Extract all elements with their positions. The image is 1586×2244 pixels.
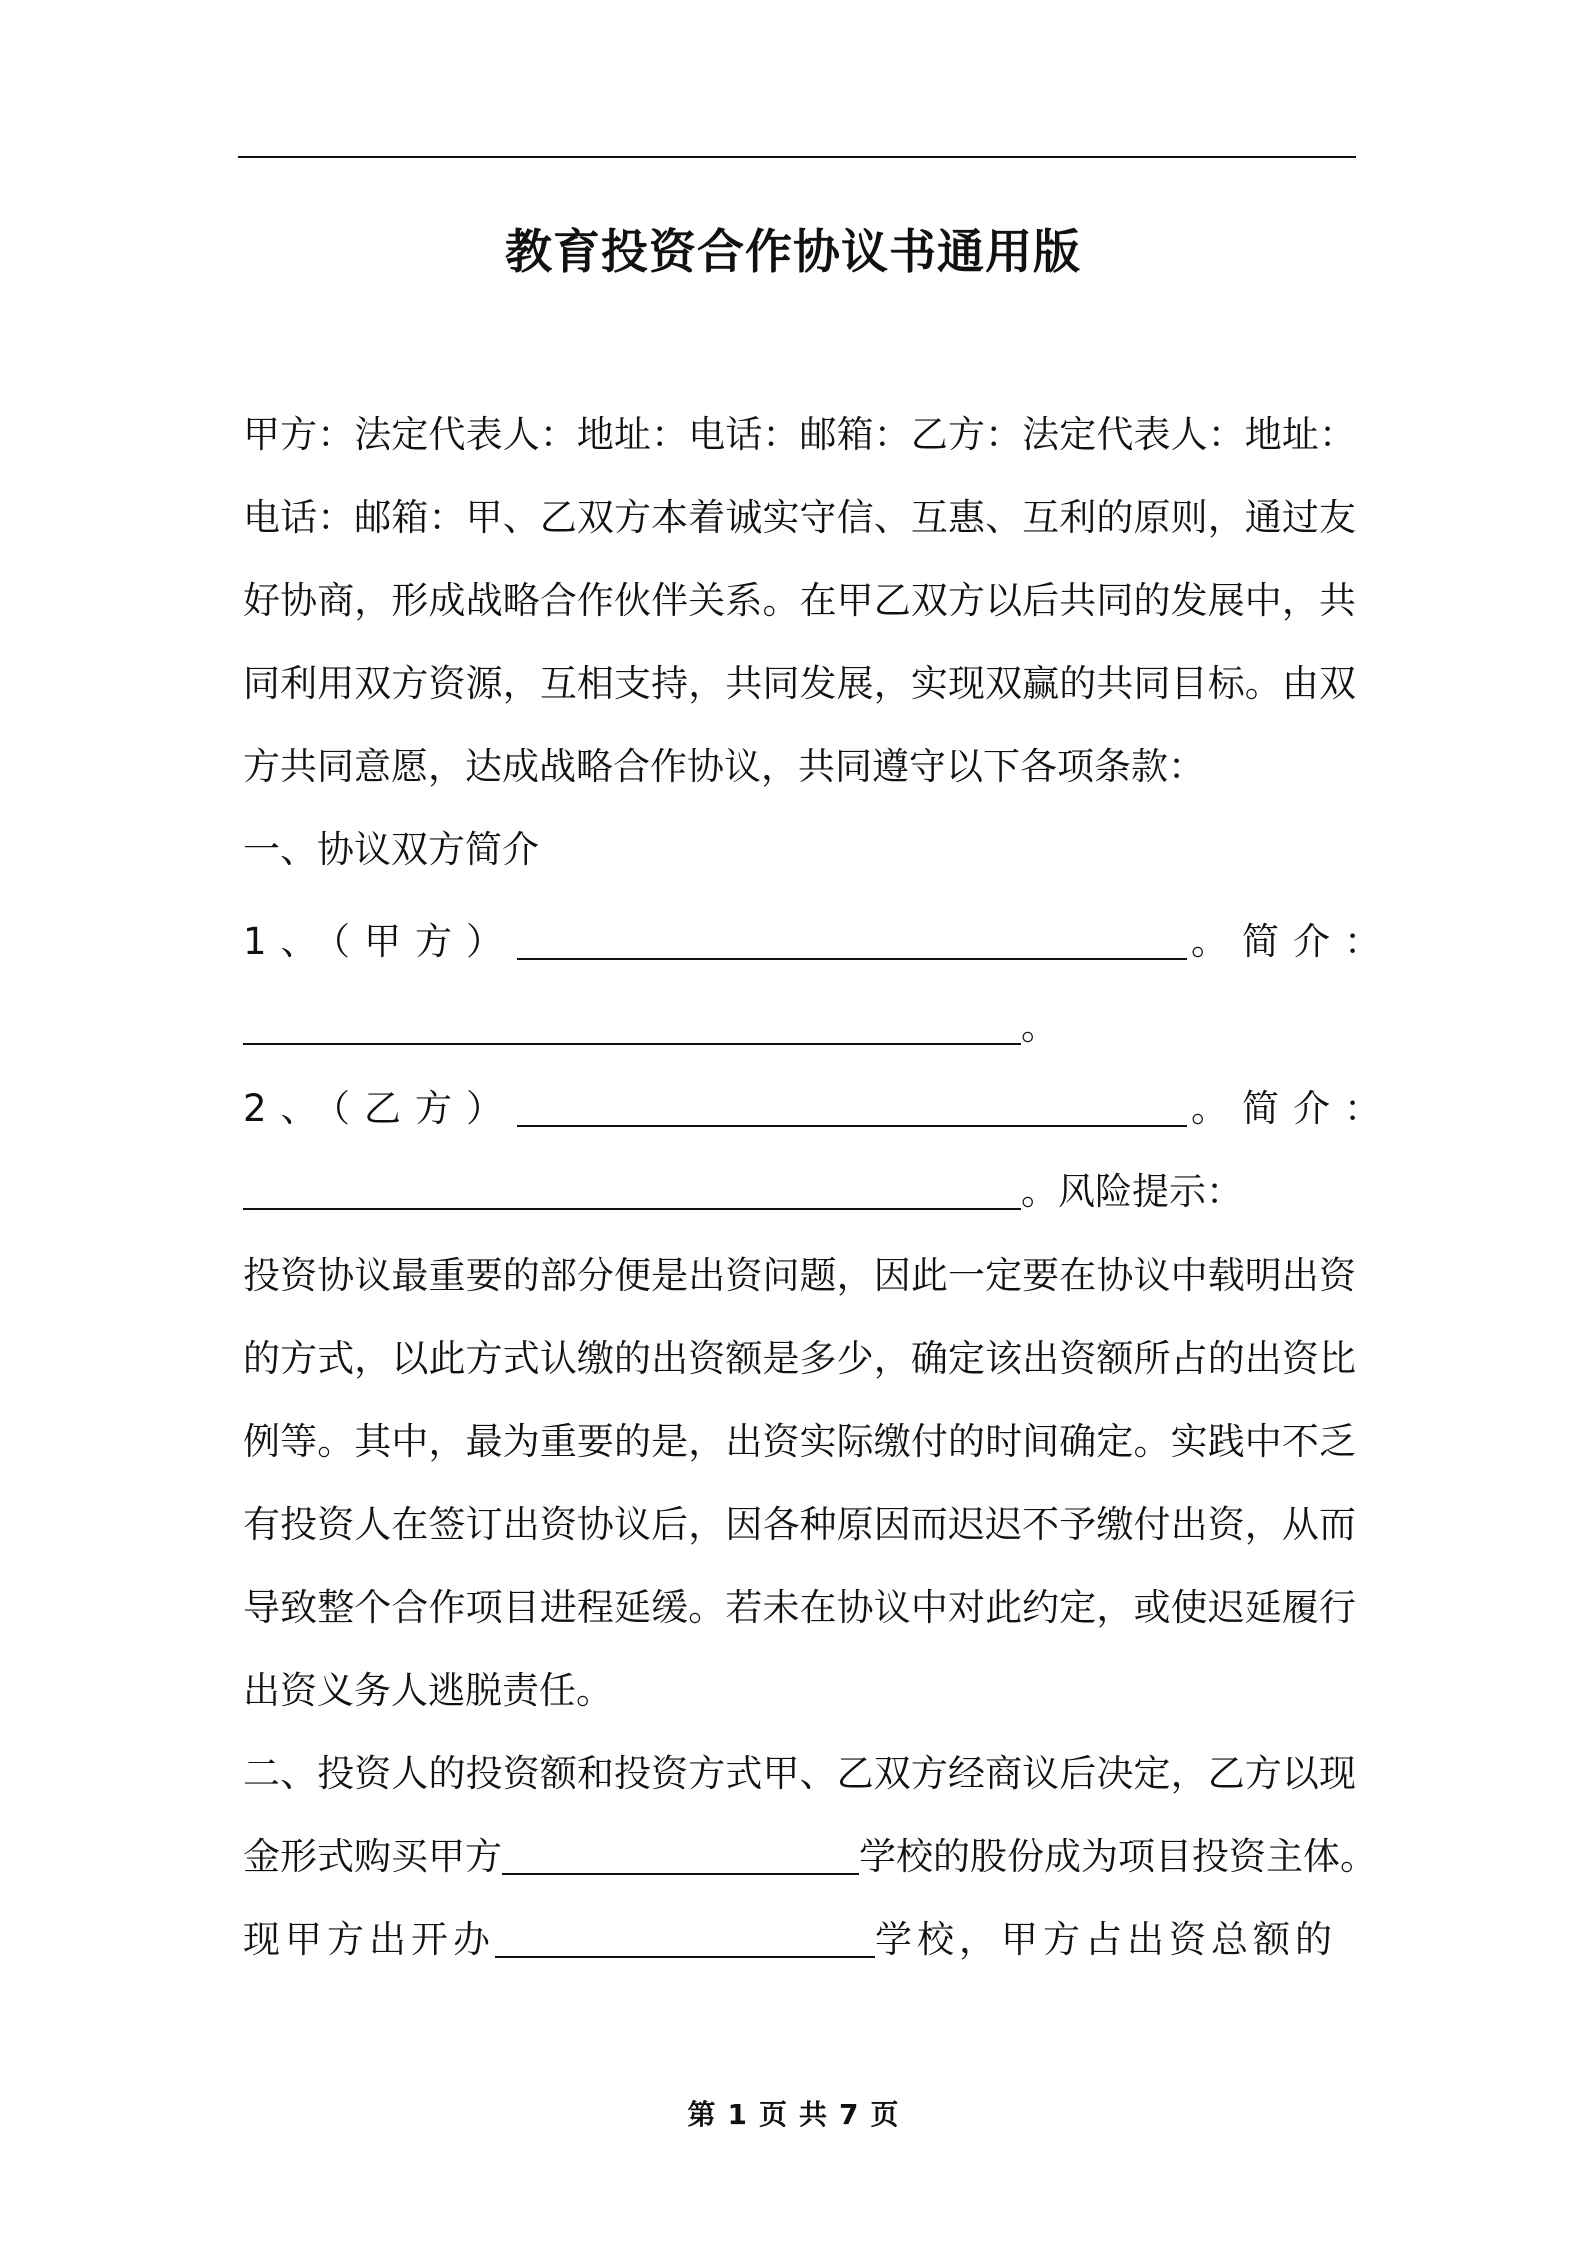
risk-line: 有投资人在签订出资协议后，因各种原因而迟迟不予缴付出资，从而 [243, 1503, 1356, 1546]
paragraph-line: 电话：邮箱：甲、乙双方本着诚实守信、互惠、互利的原则，通过友 [243, 496, 1356, 539]
share-line [243, 1815, 1377, 1899]
page-number: 1 [727, 2098, 747, 2131]
party-b-suffix: 。简介： [1191, 1087, 1396, 1130]
party-b-intro-blank[interactable] [243, 1174, 1021, 1210]
risk-line: 出资义务人逃脱责任。 [243, 1669, 613, 1712]
header-rule [238, 156, 1356, 158]
total-pages: 7 [839, 2098, 859, 2131]
paragraph-line: 同利用双方资源，互相支持，共同发展，实现双赢的共同目标。由双 [243, 662, 1356, 705]
school-line [243, 1898, 1356, 1982]
footer-page-unit: 页 [758, 2098, 787, 2131]
section-heading: 一、协议双方简介 [243, 828, 539, 871]
paragraph-line: 甲方：法定代表人：地址：电话：邮箱：乙方：法定代表人：地址： [243, 413, 1356, 456]
school-name-blank[interactable] [502, 1839, 859, 1875]
risk-line: 例等。其中，最为重要的是，出资实际缴付的时间确定。实践中不乏 [243, 1420, 1356, 1463]
school-blank[interactable] [495, 1922, 875, 1958]
paragraph-line: 好协商，形成战略合作伙伴关系。在甲乙双方以后共同的发展中，共 [243, 579, 1356, 622]
party-a-intro-blank[interactable] [243, 1009, 1021, 1045]
footer-page-label: 第 [687, 2098, 716, 2131]
party-b-name-blank[interactable] [517, 1091, 1187, 1127]
risk-line: 导致整个合作项目进程延缓。若未在协议中对此约定，或使迟延履行 [243, 1586, 1356, 1629]
party-a-suffix: 。简介： [1191, 920, 1396, 963]
share-after: 学校的股份成为项目投资主体。 [859, 1835, 1377, 1878]
page-footer [0, 2093, 1586, 2133]
party-a-end: 。 [1021, 1005, 1058, 1048]
party-a-label: 1、（甲方） [243, 920, 518, 963]
footer-total-unit: 页 [870, 2098, 899, 2131]
party-b-line [243, 1067, 1396, 1151]
school-before: 现甲方出开办 [243, 1918, 495, 1961]
risk-line: 投资协议最重要的部分便是出资问题，因此一定要在协议中载明出资 [243, 1254, 1356, 1297]
party-b-label: 2、（乙方） [243, 1087, 518, 1130]
risk-line: 的方式，以此方式认缴的出资额是多少，确定该出资额所占的出资比 [243, 1337, 1356, 1380]
section-heading: 二、投资人的投资额和投资方式甲、乙双方经商议后决定，乙方以现 [243, 1752, 1356, 1795]
document-title: 教育投资合作协议书通用版 [505, 225, 1081, 280]
party-b-end: 。风险提示： [1021, 1170, 1243, 1213]
party-a-intro-line [243, 985, 1356, 1069]
party-a-name-blank[interactable] [517, 924, 1187, 960]
footer-total-label: 共 [799, 2098, 828, 2131]
share-before: 金形式购买甲方 [243, 1835, 502, 1878]
party-b-intro-line [243, 1150, 1356, 1234]
school-after: 学校，甲方占出资总额的 [875, 1918, 1337, 1961]
paragraph-line: 方共同意愿，达成战略合作协议，共同遵守以下各项条款： [243, 745, 1205, 788]
party-a-line [243, 900, 1396, 984]
